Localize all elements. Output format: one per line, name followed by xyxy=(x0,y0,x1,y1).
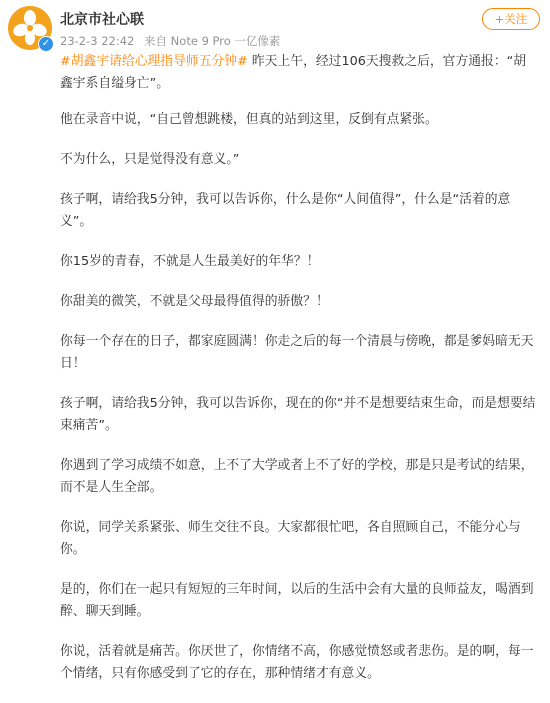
post-timestamp: 23-2-3 22:42 xyxy=(60,34,135,48)
post-paragraph xyxy=(60,51,538,95)
post-paragraph: 你每一个存在的日子，都家庭圆满！你走之后的每一个清晨与傍晚，都是爹妈暗无天日！ xyxy=(60,334,534,371)
post-paragraph: 孩子啊，请给我5分钟，我可以告诉你，什么是你“人间值得”，什么是“活着的意义”。 xyxy=(60,192,511,229)
follow-button[interactable]: +关注 xyxy=(482,8,540,30)
username[interactable]: 北京市社心联 xyxy=(60,12,144,28)
post-paragraph: 孩子啊，请给我5分钟，我可以告诉你，现在的你“并不是想要结束生命，而是想要结束痛苦”。 xyxy=(60,396,536,433)
post-paragraph: 是的，你们在一起只有短短的三年时间，以后的生活中会有大量的良师益友，喝酒到醉、聊天到睡。 xyxy=(60,582,534,619)
post-source: 来自 Note 9 Pro 一亿像素 xyxy=(144,34,281,48)
post-meta xyxy=(60,33,286,49)
post-paragraph: 你说，同学关系紧张、师生交往不良。大家都很忙吧，各自照顾自己，不能分心与你。 xyxy=(60,520,521,557)
post-paragraph: 你15岁的青春，不就是人生最美好的年华？！ xyxy=(60,254,320,269)
post-paragraph: 你说，活着就是痛苦。你厌世了，你情绪不高，你感觉愤怒或者悲伤。是的啊，每一个情绪，只有你感受到了它的存在，那种情绪才有意义。 xyxy=(60,644,534,681)
post-paragraph: 你遇到了学习成绩不如意，上不了大学或者上不了好的学校，那是只是考试的结果，而不是人生全部。 xyxy=(60,458,534,495)
paragraph-text: 昨天上午，经过106天搜救之后，官方通报：“胡鑫宇系自缢身亡”。 xyxy=(60,54,527,91)
post-content xyxy=(60,51,538,703)
verified-badge-icon: ✓ xyxy=(38,36,54,52)
hashtag-link[interactable]: #胡鑫宇请给心理指导师五分钟# xyxy=(60,54,248,69)
post-paragraph: 你甜美的微笑，不就是父母最得值得的骄傲？！ xyxy=(60,294,329,309)
post-header xyxy=(0,0,550,56)
post-paragraph: 他在录音中说，“自己曾想跳楼，但真的站到这里，反倒有点紧张。 xyxy=(60,112,438,127)
post-paragraph: 不为什么，只是觉得没有意义。” xyxy=(60,152,240,167)
